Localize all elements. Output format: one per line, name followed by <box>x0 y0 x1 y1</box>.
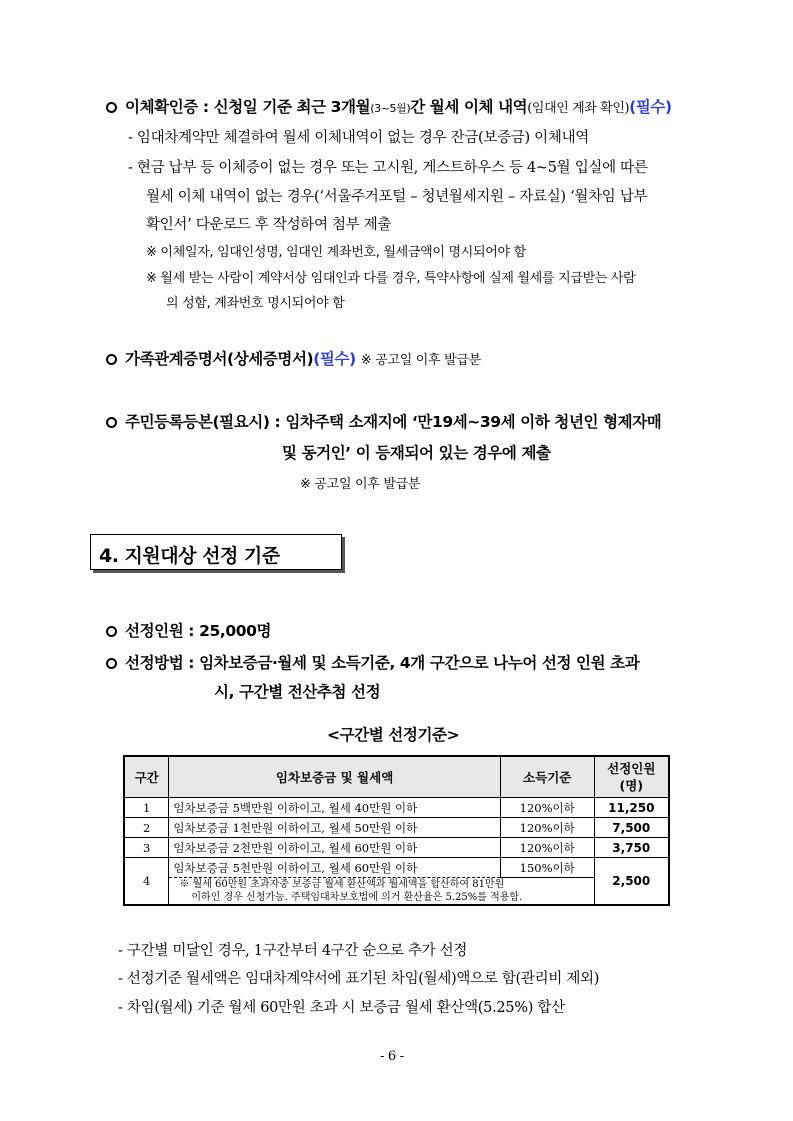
selection-method-line2: 시, 구간별 전산추첨 선정 <box>214 683 381 701</box>
selection-method: 선정방법 : 임차보증금·월세 및 소득기준, 4개 구간으로 나누어 선정 인원 초과 <box>106 651 639 673</box>
required-badge: (필수) <box>629 98 672 116</box>
header-income: 소득기준 <box>500 756 594 798</box>
section-title: 4. 지원대상 선정 기준 <box>99 545 280 567</box>
circle-bullet-icon <box>106 658 117 669</box>
s1-bullet1: - 임대차계약만 체결하여 월세 이체내역이 없는 경우 잔금(보증금) 이체내역 <box>128 130 589 146</box>
circle-bullet-icon <box>106 102 117 113</box>
circle-bullet-icon <box>106 417 117 428</box>
header-tier: 구간 <box>124 756 169 798</box>
circle-bullet-icon <box>106 354 117 365</box>
after-bullet-1: - 구간별 미달인 경우, 1구간부터 4구간 순으로 추가 선정 <box>118 943 468 959</box>
family-cert-heading: 가족관계증명서(상세증명서)(필수) ※ 공고일 이후 발급분 <box>106 347 481 369</box>
s1-bullet2-line1: - 현금 납부 등 이체증이 없는 경우 또는 고시원, 게스트하우스 등 4~5월 입실에 따른 <box>128 160 648 176</box>
table-row: 2 임차보증금 1천만원 이하이고, 월세 50만원 이하 120%이하 7,500 <box>124 818 669 838</box>
s1-bullet2-line2: 월세 이체 내역이 없는 경우(‘서울주거포털 – 청년월세지원 – 자료실) ‘월차임 납부 <box>146 189 648 205</box>
table-header-row <box>124 756 669 798</box>
table-row <box>124 878 669 906</box>
page-number: - 6 - <box>380 1049 404 1064</box>
transfer-proof-heading: 이체확인증 : 신청일 기준 최근 3개월(3~5월)간 월세 이체 내역(임대인 계좌 확인)(필수) <box>106 95 672 117</box>
s1-note2-line2: 의 성함, 계좌번호 명시되어야 함 <box>166 296 345 311</box>
required-badge: (필수) <box>313 350 356 368</box>
resident-reg-line2: 및 동거인’ 이 등재되어 있는 경우에 제출 <box>282 444 551 462</box>
header-count: 선정인원 (명) <box>594 756 669 798</box>
table-row: 3 임차보증금 2천만원 이하이고, 월세 60만원 이하 120%이하 3,750 <box>124 838 669 858</box>
table-row: 1 임차보증금 5백만원 이하이고, 월세 40만원 이하 120%이하 11,250 <box>124 798 669 818</box>
s1-note1: ※ 이체일자, 임대인성명, 임대인 계좌번호, 월세금액이 명시되어야 함 <box>146 245 526 260</box>
s1-note2-line1: ※ 월세 받는 사람이 계약서상 임대인과 다를 경우, 특약사항에 실제 월세를 지급받는 사람 <box>146 271 636 286</box>
circle-bullet-icon <box>106 626 117 637</box>
selection-criteria-table <box>123 755 670 906</box>
tier4-note: ※ 월세 60만원 초과자중 보증금 월세 환산액과 월세액을 합산하여 81만원 이하인 경우 신청가능. 주택임대차보호법에 의거 환산율은 5.25%를 적용함. <box>169 878 594 906</box>
resident-reg-note: ※ 공고일 이후 발급분 <box>300 477 421 492</box>
header-deposit: 임차보증금 및 월세액 <box>169 756 500 798</box>
table-row: 4 임차보증금 5천만원 이하이고, 월세 60만원 이하 150%이하 2,500 <box>124 858 669 878</box>
section-title-box <box>90 534 342 570</box>
after-bullet-2: - 선정기준 월세액은 임대차계약서에 표기된 차임(월세)액으로 함(관리비 제외) <box>118 971 600 987</box>
s1-bullet2-line3: 확인서’ 다운로드 후 작성하여 첨부 제출 <box>146 217 392 233</box>
selection-count: 선정인원 : 25,000명 <box>106 619 271 641</box>
resident-reg-heading: 주민등록등본(필요시) : 임차주택 소재지에 ‘만19세~39세 이하 청년인 형제자매 <box>106 410 661 432</box>
table-caption: <구간별 선정기준> <box>327 726 460 744</box>
after-bullet-3: - 차임(월세) 기준 월세 60만원 초과 시 보증금 월세 환산액(5.25%) 합산 <box>118 1000 565 1016</box>
